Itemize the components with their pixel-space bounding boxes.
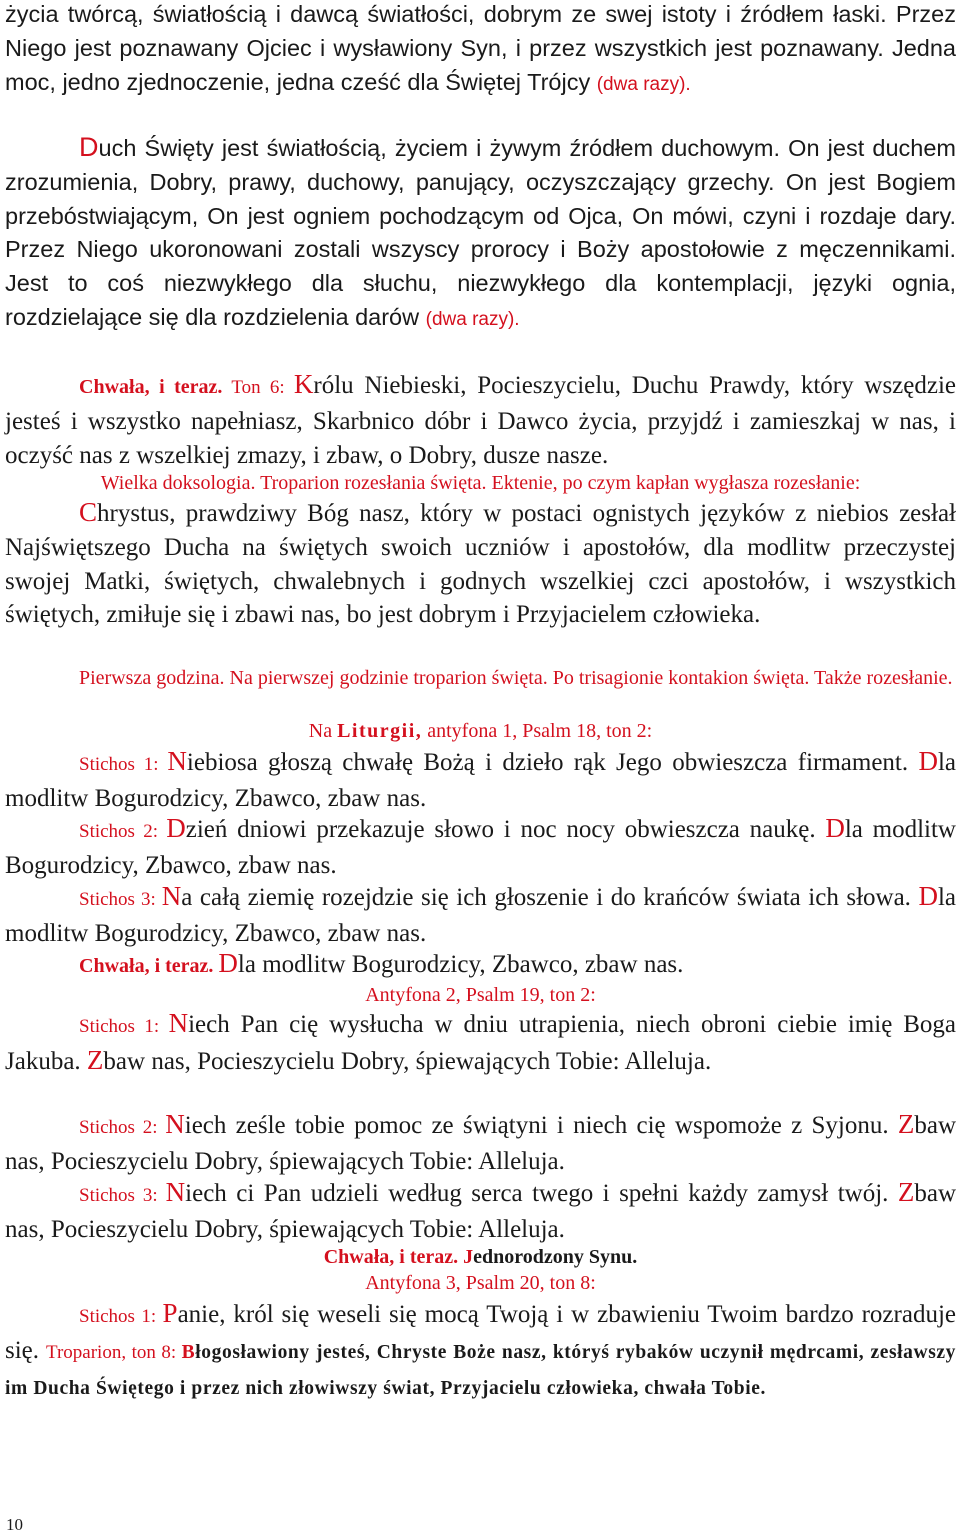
stichos-3-antiphon-2: Stichos 3: Niech ci Pan udzieli według serca twego i spełni każdy zamysł twój. Zbaw nas, Pocieszycielu Dobry, śpiewających Tobie: Alleluja. — [5, 1177, 957, 1243]
refrain-initial: D — [918, 881, 938, 911]
refrain-initial: D — [918, 746, 938, 776]
stichos-label: Stichos 1: — [79, 1306, 163, 1327]
rubric-twice: (dwa razy). — [596, 73, 691, 95]
heading-antiphon-3: Antyfona 3, Psalm 20, ton 8: — [365, 1272, 596, 1294]
paragraph-dismissal: Chrystus, prawdziwy Bóg nasz, który w postaci ognistych języków z niebios zesłał Najświętszego Ducha na świętych swoich uczniów i apostołów, dla modlitw przeczystej swojej Matki, świętych, chwalebnych i godnych wszelkiej czci apostołów, i wszystkich świętych, zmiłuje się i zbawi nas, bo jest dobrym i Przyjacielem człowieka. — [5, 497, 956, 629]
stichos-label: Stichos 1: — [79, 1016, 169, 1037]
red-initial: P — [162, 1298, 178, 1328]
paragraph-heavenly-king: Chwała, i teraz. Ton 6: Królu Niebieski, Pocieszycielu, Duchu Prawdy, który wszędzie jesteś i wszystko napełniasz, Skarbnico dóbr i Dawco życia, przyjdź i zamieszkaj w nas, i oczyść nas z wszelkiej zmazy, i zbaw, o Dobry, dusze nasze. — [5, 369, 956, 469]
stichos-label: Stichos 3: — [79, 1185, 166, 1206]
red-initial: N — [167, 746, 187, 776]
page-number: 10 — [6, 1515, 23, 1534]
rubric-doxology: Wielka doksologia. Troparion rozesłania święta. Ektenie, po czym kapłan wygłasza rozesłanie: — [100, 472, 861, 494]
glory-rubric: Chwała, i teraz. — [79, 955, 219, 977]
heading-antiphon-2: Antyfona 2, Psalm 19, ton 2: — [365, 984, 596, 1006]
refrain-initial: Z — [897, 1177, 915, 1207]
stichos-2-antiphon-1: Stichos 2: Dzień dniowi przekazuje słowo i noc nocy obwieszcza naukę. Dla modlitw Bogurodzicy, Zbawco, zbaw nas. — [5, 813, 956, 879]
glory-antiphon-2: Chwała, i teraz. Jednorodzony Synu. — [323, 1246, 638, 1268]
red-initial: D — [166, 813, 186, 843]
red-initial: N — [168, 1008, 189, 1038]
stichos-3-antiphon-1: Stichos 3: Na całą ziemię rozejdzie się ich głoszenie i do krańców świata ich słowa. Dla modlitw Bogurodzicy, Zbawco, zbaw nas. — [5, 881, 956, 947]
refrain-initial: Z — [897, 1109, 915, 1139]
troparion-initial: B — [181, 1341, 196, 1363]
stichos-1-antiphon-3: Stichos 1: Panie, król się weseli się mocą Twoją i w zbawieniu Twoim bardzo rozraduje się. Troparion, ton 8: Błogosławiony jesteś, Chryste Boże nasz, któryś rybaków uczynił mędrcami, zesławszy im Ducha Świętego i przez nich złowiwszy świat, Przyjacielu człowieka, chwała Tobie. — [5, 1298, 956, 1399]
red-initial: N — [165, 1177, 186, 1207]
stichos-label: Stichos 2: — [79, 821, 167, 842]
refrain-initial: J — [463, 1246, 474, 1268]
red-initial: K — [293, 369, 314, 399]
paragraph-continuation: życia twórcą, światłością i dawcą światłości, dobrym ze swej istoty i źródłem łaski. Przez Niego jest poznawany Ojciec i wysławiony Syn, i przez wszystkich jest poznawany. Jedna moc, jedno zjednoczenie, jedna cześć dla Świętej Trójcy (dwa razy). — [5, 1, 956, 95]
rubric-first-hour: Pierwsza godzina. Na pierwszej godzinie troparion święta. Po trisagionie kontakion święta. Także rozesłanie. — [79, 667, 953, 689]
stichos-1-antiphon-2: Stichos 1: Niech Pan cię wysłucha w dniu utrapienia, niech obroni ciebie imię Boga Jakuba. Zbaw nas, Pocieszycielu Dobry, śpiewających Tobie: Alleluja. — [5, 1008, 956, 1075]
refrain-initial: Z — [86, 1044, 104, 1075]
refrain-initial: D — [218, 948, 238, 978]
tone-label: Ton 6: — [222, 377, 294, 398]
stichos-2-antiphon-2: Stichos 2: Niech ześle tobie pomoc ze świątyni i niech cię wspomoże z Syjonu. Zbaw nas, Pocieszycielu Dobry, śpiewających Tobie: Alleluja. — [5, 1109, 956, 1175]
heading-antiphon-1: Na Liturgii, antyfona 1, Psalm 18, ton 2: — [308, 720, 653, 742]
red-initial: D — [79, 132, 99, 162]
troparion-label: Troparion, ton 8: — [46, 1341, 182, 1363]
liturgy-word: Liturgii, — [337, 720, 423, 742]
red-initial: C — [79, 497, 98, 527]
troparion-text: łogosławiony jesteś, Chryste Boże nasz, któryś rybaków uczynił mędrcami, zesławszy im Ducha Świętego i przez nich złowiwszy świat, Przyjacielu człowieka, chwała Tobie. — [5, 1341, 956, 1399]
stichos-label: Stichos 3: — [79, 889, 162, 910]
glory-rubric: Chwała, i teraz. — [323, 1246, 464, 1268]
refrain-initial: D — [825, 813, 845, 843]
rubric-twice: (dwa razy). — [425, 308, 520, 330]
glory-rubric: Chwała, i teraz. — [79, 376, 223, 398]
paragraph-holy-spirit: Duch Święty jest światłością, życiem i żywym źródłem duchowym. On jest duchem zrozumienia, Dobry, prawy, duchowy, panujący, oczyszczający grzechy. On jest Bogiem przebóstwiającym, On jest ogniem pochodzącym od Ojca, On mówi, czyni i rozdaje dary. Przez Niego ukoronowani zostali wszyscy prorocy i Boży apostołowie z męczennikami. Jest to coś niezwykłego dla słuchu, niezwykłego dla kontemplacji, języki ognia, rozdzielające się dla rozdzielenia darów (dwa razy). — [5, 132, 956, 330]
red-initial: N — [161, 881, 182, 911]
stichos-1-antiphon-1: Stichos 1: Niebiosa głoszą chwałę Bożą i dzieło rąk Jego obwieszcza firmament. Dla modlitw Bogurodzicy, Zbawco, zbaw nas. — [5, 746, 956, 812]
red-initial: N — [165, 1109, 185, 1139]
stichos-label: Stichos 2: — [79, 1117, 166, 1138]
stichos-label: Stichos 1: — [79, 754, 168, 775]
glory-antiphon-1: Chwała, i teraz. Dla modlitw Bogurodzicy, Zbawco, zbaw nas. — [79, 948, 684, 978]
